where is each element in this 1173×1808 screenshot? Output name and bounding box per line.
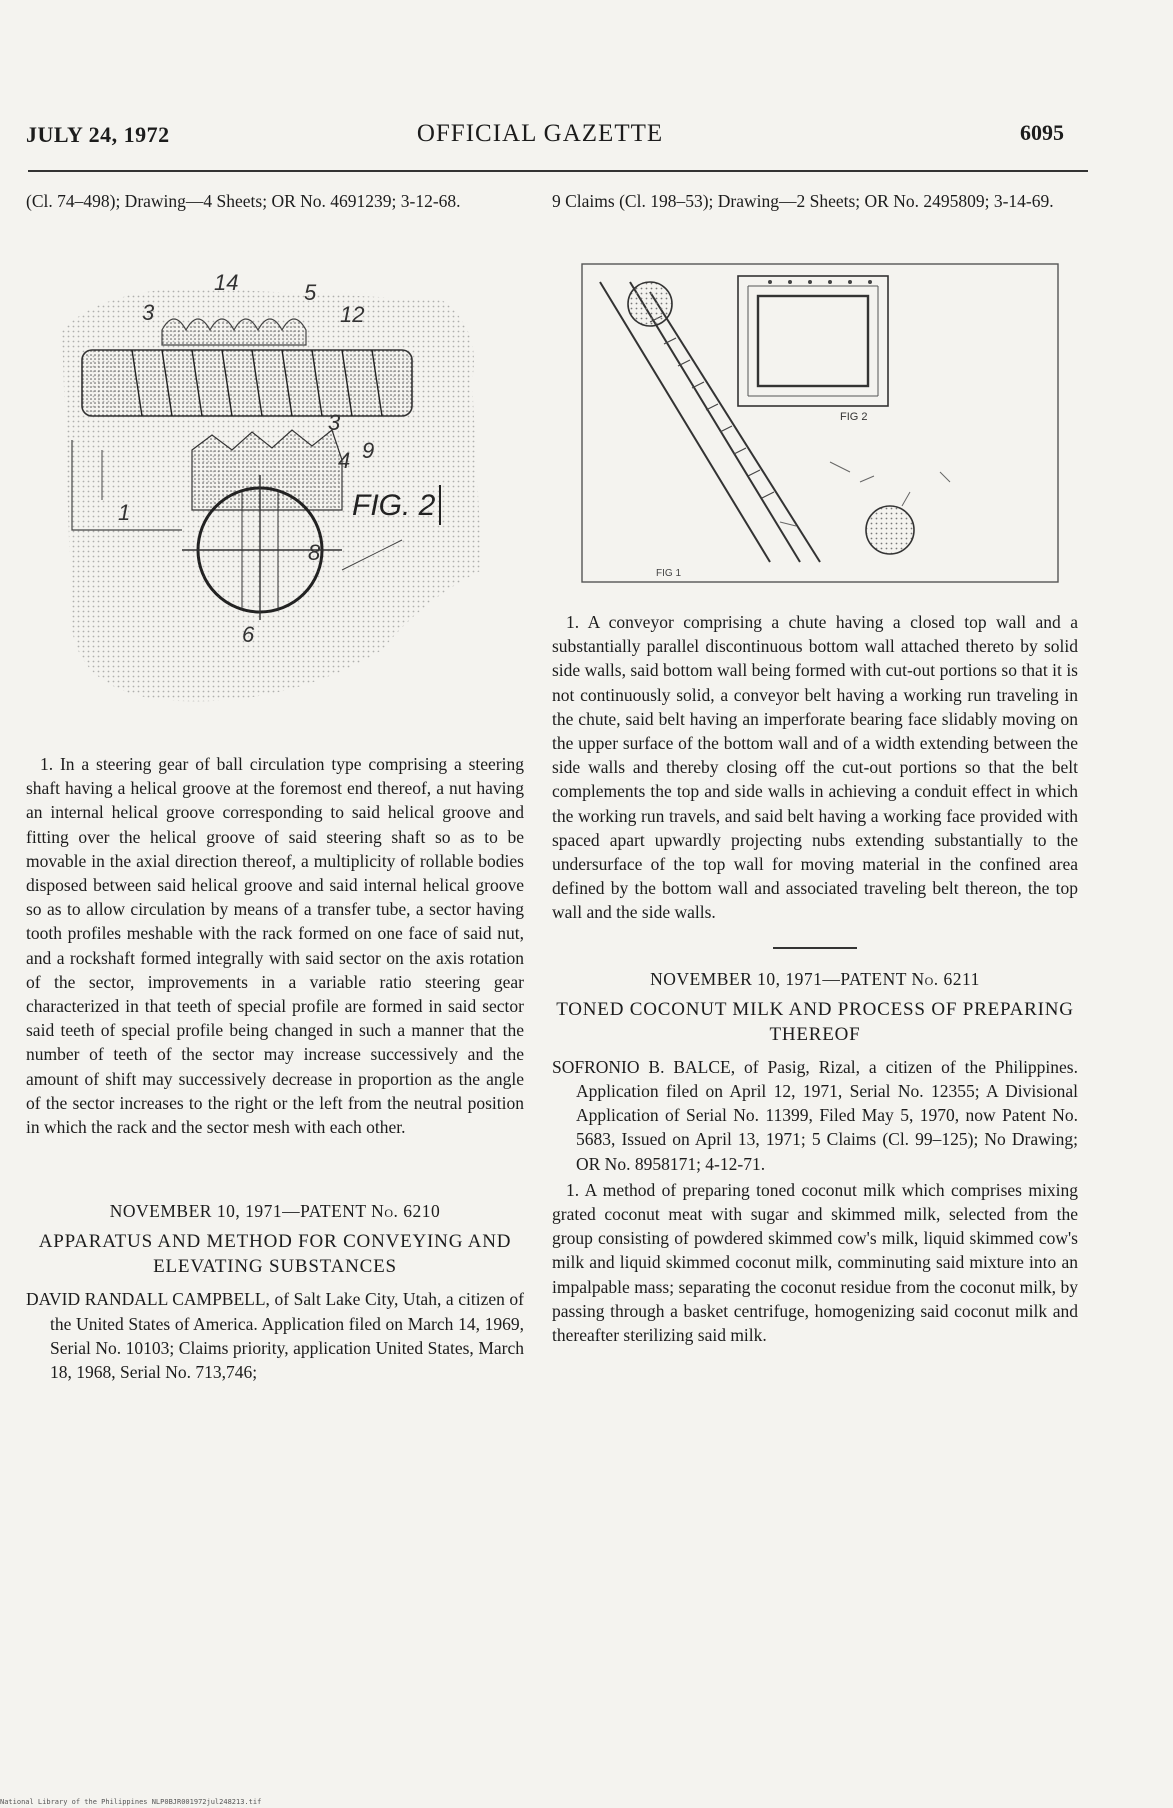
applicant-details: of Salt Lake City, Utah, a citizen of the United States of America. Application filed on March 14, 1969, Serial No. 10103; Claims priority, application United States, March 18, 1968, Serial No. 713,746; [50, 1289, 525, 1383]
applicant-details: of Pasig, Rizal, a citizen of the Philippines. Application filed on April 12, 1971, Serial No. 12355; A Divisional Application of Serial No. 11399, Filed May 5, 1970, now Patent No. 5683, Issued on April 13, 1971; 5 Claims (Cl. 99–125); No Drawing; OR No. 8958171; 4-12-71. [576, 1056, 1078, 1174]
ref-numeral: 5 [304, 280, 317, 305]
patent-meta-right: 9 Claims (Cl. 198–53); Drawing—2 Sheets; OR No. 2495809; 3-14-69. [552, 191, 1054, 211]
patent-6211-applicant [552, 1055, 1078, 1176]
ref-numeral: 9 [362, 438, 375, 463]
conveyor-figure [580, 262, 1060, 584]
figure-label-left: FIG. 2 [352, 489, 436, 522]
patent-6210-applicant [26, 1287, 524, 1384]
section-divider [773, 947, 857, 949]
header-rule [28, 170, 1088, 172]
right-column-meta-block [552, 188, 1078, 214]
patent-6211-heading: NOVEMBER 10, 1971—PATENT No. 6211 [650, 968, 980, 989]
applicant-name: SOFRONIO B. BALCE, [552, 1056, 736, 1077]
steering-gear-drawing [42, 270, 512, 730]
patent-6210-title: APPARATUS AND METHOD FOR CONVEYING AND ELEVATING SUBSTANCES [38, 1231, 512, 1278]
claim-text-right: 1. A conveyor comprising a chute having a closed top wall and a substantially parallel discontinuous bottom wall attached thereto by solid side walls, said bottom wall being formed with cut-out portions so that it is not continuously solid, a conveyor belt having a working run traveling in the chute, said belt having an imperforate bearing face slidably moving on the upper surface of the bottom wall and of a width extending between the side walls and thereby closing off the cut-out portions so that the belt complements the top and side walls in achieving a conduit effect in which the working run travels, and said belt having a working face provided with spaced apart upwardly projecting nubs extending substantially to the undersurface of the top wall for moving material in the confined area defined by the bottom wall and associated traveling belt thereon, the top wall and the side walls. [552, 612, 1078, 923]
ref-numeral: 1 [118, 500, 131, 525]
figure-label-right: FIG 2 [840, 411, 868, 423]
ref-numeral: 3 [142, 300, 155, 325]
publication-title: OFFICIAL GAZETTE [416, 120, 664, 147]
patent-6211-title: TONED COCONUT MILK AND PROCESS OF PREPARING THEREOF [556, 998, 1074, 1045]
ref-numeral: 3 [328, 410, 341, 435]
scan-footer: National Library of the Philippines NLP0BJR001972jul248213.tif [0, 1798, 262, 1806]
patent-meta-left: (Cl. 74–498); Drawing—4 Sheets; OR No. 4691239; 3-12-68. [26, 191, 461, 211]
ref-numeral: 12 [340, 302, 365, 327]
left-column-body [26, 752, 524, 1384]
left-column-meta-block [26, 188, 524, 214]
issue-date: JULY 24, 1972 [26, 122, 170, 147]
ref-numeral: 4 [338, 448, 351, 473]
page-number: 6095 [1020, 120, 1064, 145]
figure-label-right-2: FIG 1 [656, 568, 682, 579]
ref-numeral: 14 [214, 270, 239, 295]
ref-numeral: 8 [308, 540, 321, 565]
claim-text-6211: 1. A method of preparing toned coconut milk which comprises mixing grated coconut meat with sugar and skimmed milk, selected from the group consisting of powdered skimmed cow's milk, liquid skimmed cow's milk and liquid skimmed coconut milk, comminuting said mixture into an impalpable mass; separating the coconut residue from the coconut milk, by passing through a basket centrifuge, homogenizing said coconut milk and thereafter sterilizing said milk. [552, 1179, 1078, 1346]
right-column-body [552, 610, 1078, 1347]
ref-numeral: 6 [242, 622, 255, 647]
steering-gear-figure [42, 270, 512, 730]
patent-6210-heading: NOVEMBER 10, 1971—PATENT No. 6210 [109, 1201, 441, 1222]
conveyor-drawing [580, 262, 1060, 584]
applicant-name: DAVID RANDALL CAMPBELL, [26, 1289, 270, 1310]
claim-text-left: 1. In a steering gear of ball circulation type comprising a steering shaft having a helical groove at the foremost end thereof, a nut having an internal helical groove corresponding to said helical groove and fitting over the helical groove of said steering shaft so as to be movable in the axial direction thereof, a multiplicity of rollable bodies disposed between said helical groove and said internal helical groove so as to allow circulation by means of a transfer tube, a sector having tooth profiles meshable with the rack formed on one face of said nut, and a rockshaft formed integrally with said sector on the axis rotation of the sector, improvements in a variable ratio steering gear characterized in that teeth of special profile are formed in said sector said teeth of special profile being changed in such a manner that the number of teeth of the sector may increase successively and the amount of shift may successively decrease in proportion as the angle of the sector increases to the right or the left from the neutral position in which the rack and the sector mesh with each other. [26, 754, 524, 1138]
